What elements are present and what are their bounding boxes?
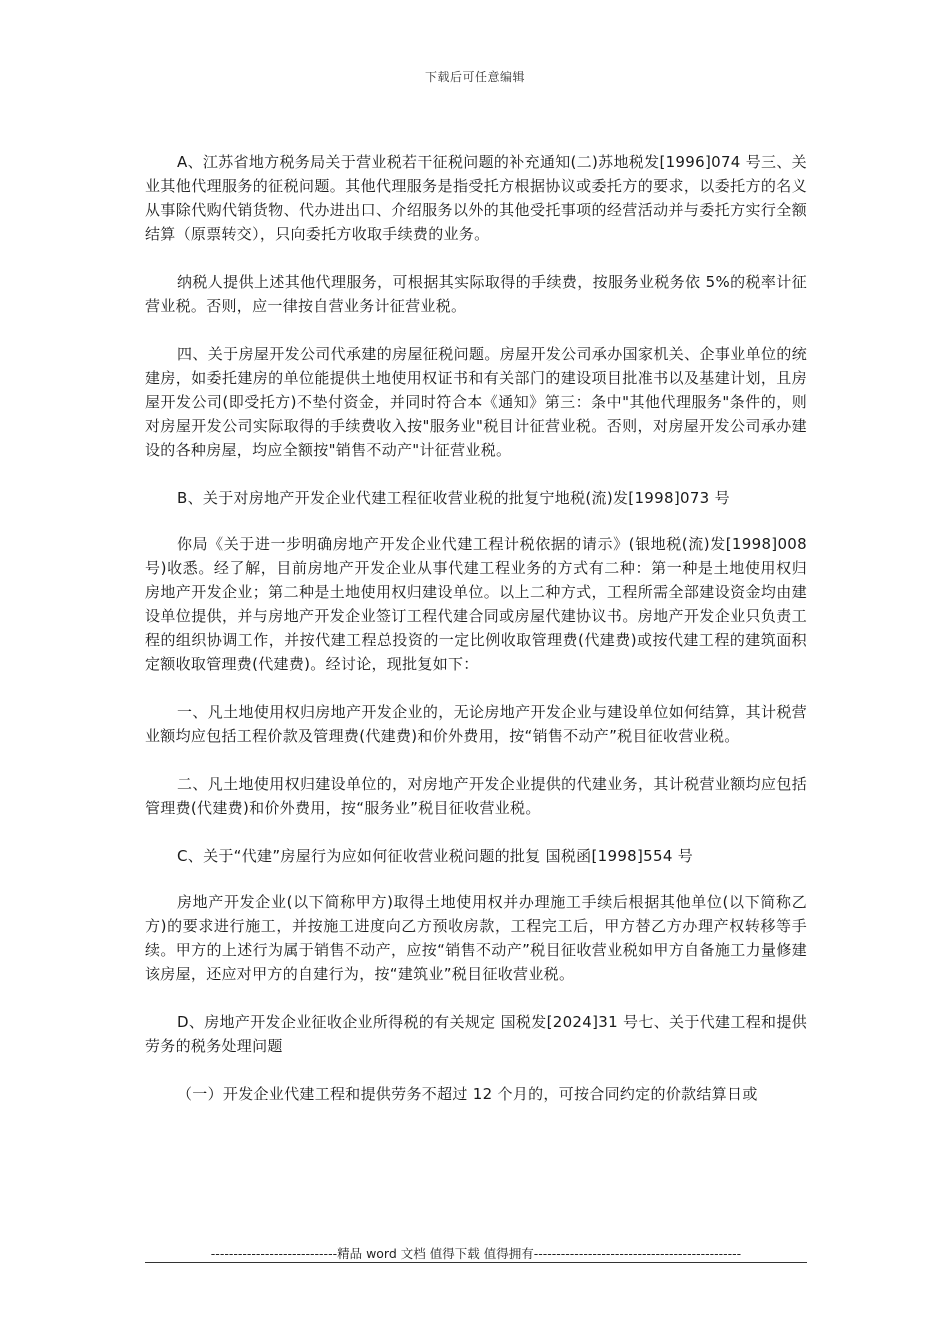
paragraph-b-item-two: 二、凡土地使用权归建设单位的，对房地产开发企业提供的代建业务，其计税营业额均应包括管理费(代建费)和价外费用，按“服务业”税目征收营业税。 <box>145 775 807 817</box>
paragraph-c-body: 房地产开发企业(以下简称甲方)取得土地使用权并办理施工手续后根据其他单位(以下简称乙方)的要求进行施工，并按施工进度向乙方预收房款，工程完工后，甲方替乙方办理产权转移等手续。甲方的上述行为属于销售不动产，应按“销售不动产”税目征收营业税如甲方自备施工力量修建该房屋，还应对甲方的自建行为，按“建筑业”税目征收营业税。 <box>145 893 807 983</box>
paragraph-d-item-one: （一）开发企业代建工程和提供劳务不超过 12 个月的，可按合同约定的价款结算日或 <box>177 1085 758 1103</box>
paragraph-b-item-one: 一、凡土地使用权归房地产开发企业的，无论房地产开发企业与建设单位如何结算，其计税营业额均应包括工程价款及管理费(代建费)和价外费用，按“销售不动产”税目征收营业税。 <box>145 703 807 745</box>
paragraph-b-reply: 你局《关于进一步明确房地产开发企业代建工程计税依据的请示》(银地税(流)发[1998]008 号)收悉。经了解，目前房地产开发企业从事代建工程业务的方式有二种：第一种是土地使用权归房地产开发企业；第二种是土地使用权归建设单位。以上二种方式，工程所需全部建设资金均由建设单位提供，并与房地产开发企业签订工程代建合同或房屋代建协议书。房地产开发企业只负责工程的组织协调工作，并按代建工程总投资的一定比例收取管理费(代建费)或按代建工程的建筑面积定额收取管理费(代建费)。经讨论，现批复如下： <box>145 535 807 673</box>
paragraph-agency-tax-rate: 纳税人提供上述其他代理服务，可根据其实际取得的手续费，按服务业税务依 5%的税率计征营业税。否则，应一律按自营业务计征营业税。 <box>145 273 807 315</box>
footer-divider <box>145 1262 807 1263</box>
footer-text: ----------------------------精品 word 文档 值得下载 值得拥有---------------------------------------------- <box>210 1246 742 1261</box>
header-note: 下载后可任意编辑 <box>424 70 525 84</box>
paragraph-d-heading: D、房地产开发企业征收企业所得税的有关规定 国税发[2024]31 号七、关于代建工程和提供劳务的税务处理问题 <box>145 1013 807 1055</box>
paragraph-b-heading: B、关于对房地产开发企业代建工程征收营业税的批复宁地税(流)发[1998]073 号 <box>177 489 730 507</box>
document-body <box>145 150 807 1130</box>
paragraph-a-notice: A、江苏省地方税务局关于营业税若干征税问题的补充通知(二)苏地税发[1996]074 号三、关业其他代理服务的征税问题。其他代理服务是指受托方根据协议或委托方的要求，以委托方的名义从事除代购代销货物、代办进出口、介绍服务以外的其他受托事项的经营活动并与委托方实行全额结算（原票转交），只向委托方收取手续费的业务。 <box>145 153 807 243</box>
paragraph-c-heading: C、关于“代建”房屋行为应如何征收营业税问题的批复 国税函[1998]554 号 <box>177 847 694 865</box>
paragraph-section-four: 四、关于房屋开发公司代承建的房屋征税问题。房屋开发公司承办国家机关、企事业单位的统建房，如委托建房的单位能提供土地使用权证书和有关部门的建设项目批准书以及基建计划，且房屋开发公司(即受托方)不垫付资金，并同时符合本《通知》第三：条中"其他代理服务"条件的，则对房屋开发公司实际取得的手续费收入按"服务业"税目计征营业税。否则，对房屋开发公司承办建设的各种房屋，均应全额按"销售不动产"计征营业税。 <box>145 345 807 459</box>
